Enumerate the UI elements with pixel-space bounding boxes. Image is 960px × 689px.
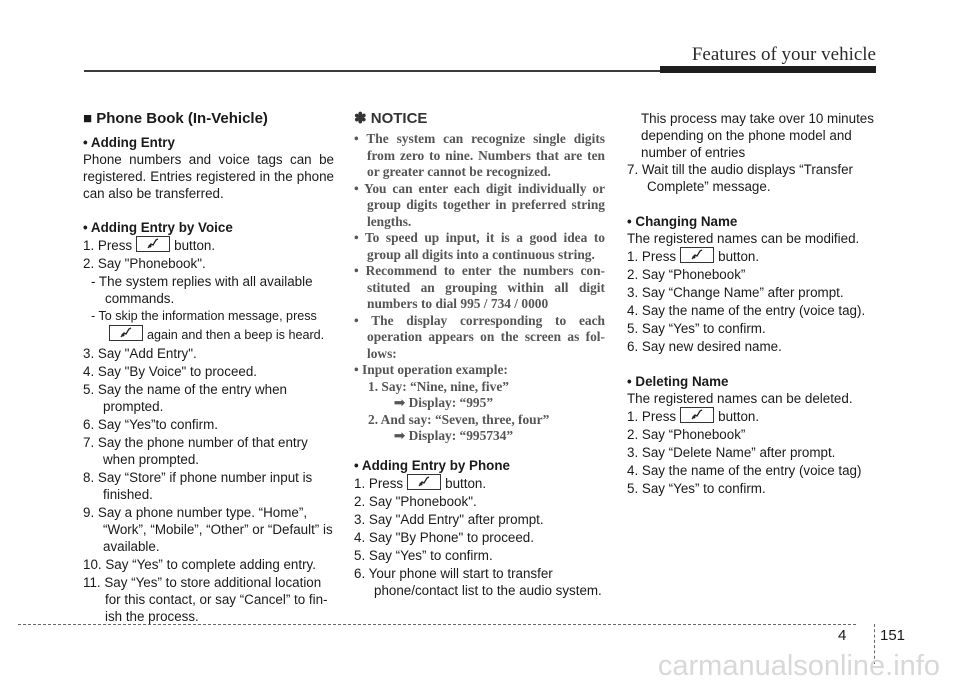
- step: 3. Say "Add Entry" after prompt.: [354, 511, 544, 527]
- step: 7. Wait till the audio displays “Transfer Complete” message.: [627, 162, 853, 194]
- step: 6. Your phone will start to transfer phone/contact list to the audio system.: [354, 565, 602, 598]
- header-title: Features of your vehicle: [691, 44, 876, 65]
- talk-button-icon: [109, 325, 143, 341]
- step-note: - To skip the information message, press again and then a beep is heard.: [91, 309, 325, 342]
- step: 2. Say “Phonebook”: [627, 427, 746, 442]
- section-heading: ■ Phone Book (In-Vehicle): [83, 110, 268, 127]
- step: 5. Say “Yes” to confirm.: [627, 481, 766, 496]
- step: 4. Say the name of the entry (voice tag): [627, 463, 862, 478]
- talk-button-icon: [680, 407, 714, 423]
- step: 1. Press button.: [354, 475, 487, 491]
- notice-item: • The system can recognize single digits from zero to nine. Numbers that are ten or greater cannot be recognized.: [354, 131, 605, 179]
- subheading-adding-entry: • Adding Entry: [83, 135, 175, 150]
- footer-rule: [18, 624, 856, 625]
- example-line: 2. And say: “Seven, three, four”: [368, 411, 550, 427]
- step: 10. Say “Yes” to complete adding entry.: [83, 557, 316, 572]
- subheading-by-phone: • Adding Entry by Phone: [354, 457, 510, 473]
- notice-item: • To speed up input, it is a good idea to group all digits into a continuous string.: [354, 230, 605, 262]
- step-continuation: This process may take over 10 minutes depending on the phone model and number of entries: [641, 111, 874, 160]
- step: 4. Say the name of the entry (voice tag).: [627, 303, 866, 318]
- paragraph: The registered names can be modified.: [627, 231, 860, 246]
- notice-item: • Input operation example:: [354, 362, 508, 377]
- step: 5. Say “Yes” to confirm.: [627, 321, 766, 336]
- step: 3. Say “Change Name” after prompt.: [627, 285, 844, 300]
- step: 6. Say “Yes”to confirm.: [83, 417, 218, 432]
- talk-button-icon: [680, 247, 714, 263]
- step: 5. Say the name of the entry when prompted.: [83, 382, 287, 414]
- subheading-changing-name: • Changing Name: [627, 214, 738, 229]
- step: 4. Say "By Voice" to proceed.: [83, 364, 258, 379]
- notice-item: • You can enter each digit individually or group digits together in preferred string lengths.: [354, 180, 605, 229]
- example-line: 1. Say: “Nine, nine, five”: [368, 378, 509, 394]
- subheading-deleting-name: • Deleting Name: [627, 374, 729, 389]
- step: 1. Press button.: [83, 238, 216, 253]
- step: 11. Say “Yes” to store additional location for this contact, or say “Cancel” to fin- ish the process.: [83, 575, 328, 624]
- step: 8. Say “Store” if phone number input is finished.: [83, 470, 313, 502]
- step: 9. Say a phone number type. “Home”, “Work”, “Mobile”, “Other” or “Default” is available.: [83, 505, 333, 554]
- talk-button-icon: [136, 236, 170, 252]
- notice-heading: ✽ NOTICE: [354, 110, 428, 127]
- step: 1. Press button.: [627, 249, 760, 264]
- step: 1. Press button.: [627, 409, 760, 424]
- notice-item: • Recommend to enter the numbers con- stituted an grouping within all digit numbers to dial 995 / 734 / 0000: [354, 263, 605, 311]
- page-number: 151: [880, 627, 906, 644]
- step: 4. Say "By Phone" to proceed.: [354, 529, 534, 545]
- step: 2. Say “Phonebook”: [627, 267, 746, 282]
- step: 7. Say the phone number of that entry when prompted.: [83, 435, 308, 467]
- column-1: [83, 110, 334, 626]
- header-bar: [660, 66, 876, 73]
- step: 3. Say “Delete Name” after prompt.: [627, 445, 836, 460]
- column-2: [354, 110, 605, 600]
- step: 5. Say “Yes” to confirm.: [354, 547, 493, 563]
- paragraph: The registered names can be deleted.: [627, 391, 853, 406]
- step: 2. Say "Phonebook".: [354, 493, 477, 509]
- watermark: carmanualsonline.info: [657, 650, 940, 682]
- paragraph: Phone numbers and voice tags can be registered. Entries registered in the phone can also be transferred.: [83, 152, 334, 201]
- column-3: [627, 110, 878, 498]
- talk-button-icon: [407, 474, 441, 490]
- section-number: 4: [838, 627, 847, 644]
- step: 3. Say "Add Entry".: [83, 346, 197, 361]
- step: 6. Say new desired name.: [627, 339, 782, 354]
- notice-item: • The display corresponding to each operation appears on the screen as fol- lows:: [354, 312, 605, 361]
- subheading-by-voice: • Adding Entry by Voice: [83, 220, 233, 235]
- example-display: ➟ Display: “995734”: [394, 428, 514, 443]
- step-note: - The system replies with all available commands.: [91, 274, 313, 306]
- step: 2. Say "Phonebook".: [83, 256, 206, 271]
- example-display: ➟ Display: “995”: [394, 395, 494, 410]
